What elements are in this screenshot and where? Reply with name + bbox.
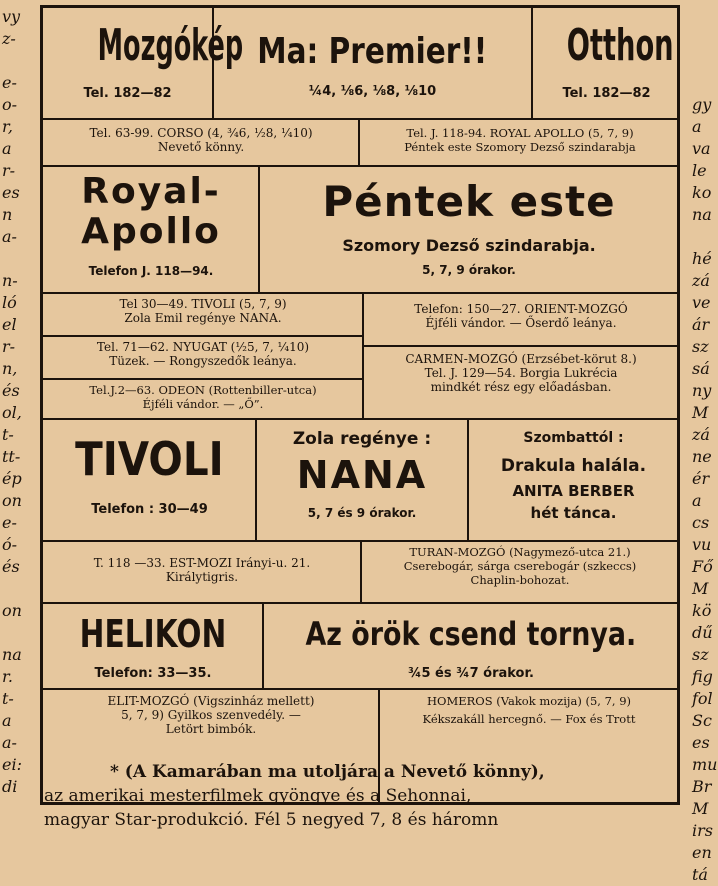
margin-fragment: z- (2, 29, 16, 48)
margin-fragment: Fő (692, 557, 713, 576)
divider (43, 602, 677, 604)
article-line1: * (A Kamarában ma utoljára a Nevető könny), (110, 762, 545, 782)
margin-fragment: t- (2, 425, 14, 444)
margin-fragment: ép (2, 469, 22, 488)
divider (43, 688, 677, 690)
divider (43, 378, 363, 380)
tivoli-small-line2: Zola Emil regénye NANA. (124, 311, 282, 325)
royal-apollo-title1: Royal- (81, 171, 221, 212)
margin-fragment: ve (692, 293, 711, 312)
carmen-line2: Tel. J. 129—54. Borgia Lukrécia (424, 366, 618, 380)
margin-fragment: fol (692, 689, 713, 708)
drakula-line3: ANITA BERBER (512, 482, 635, 500)
divider (358, 118, 360, 165)
elit-line1: ELIT-MOZGÓ (Vigszinház mellett) (107, 694, 315, 708)
margin-fragment: zá (692, 271, 710, 290)
divider (360, 540, 362, 602)
mozgokep-title: Mozgókép (97, 20, 244, 71)
margin-fragment: M (692, 799, 709, 818)
margin-fragment: M (692, 403, 709, 422)
divider (262, 602, 264, 688)
orient-line2: Éjféli vándor. — Őserdő leánya. (425, 316, 617, 330)
divider (363, 345, 677, 347)
drakula-line2: Drakula halála. (500, 456, 647, 476)
corso-line2: Nevető könny. (157, 140, 245, 154)
homeros-line1: HOMEROS (Vakok mozija) (5, 7, 9) (426, 694, 632, 708)
margin-fragment: e- (2, 73, 17, 92)
divider (255, 418, 257, 540)
divider (43, 418, 677, 420)
left-margin-text (2, 6, 36, 798)
carmen-line3: mindkét rész egy előadásban. (430, 380, 612, 394)
margin-fragment: cs (692, 513, 710, 532)
margin-fragment: Br (692, 777, 712, 796)
divider (43, 292, 677, 294)
margin-fragment: o- (2, 95, 18, 114)
nana-sub: Zola regénye : (292, 429, 432, 449)
royal-apollo-line1: Tel. J. 118-94. ROYAL APOLLO (5, 7, 9) (406, 126, 634, 140)
margin-fragment: fig (692, 667, 713, 686)
elit-line3: Letört bimbók. (165, 722, 257, 736)
margin-fragment: a (2, 139, 12, 158)
margin-fragment (692, 28, 718, 50)
margin-fragment: n, (2, 359, 18, 378)
article-line2: az amerikai mesterfilmek gyöngye és a Sehonnai, (44, 786, 472, 806)
margin-fragment: es (2, 183, 20, 202)
margin-fragment: ár (692, 315, 710, 334)
margin-fragment: r- (2, 161, 16, 180)
margin-fragment: en (692, 843, 712, 862)
margin-fragment: ér (692, 469, 710, 488)
margin-fragment: ló (2, 293, 17, 312)
royal-apollo-line2: Péntek este Szomory Dezső szindarabja (404, 140, 636, 154)
pentek-este-sub: Szomory Dezső szindarabja. (342, 236, 596, 255)
est-mozi-line2: Királytigris. (165, 570, 239, 584)
otthon-ad (534, 14, 679, 101)
margin-fragment: hé (692, 249, 712, 268)
nyugat-ad (45, 340, 361, 368)
carmen-line1: CARMEN-MOZGÓ (Erzsébet-körut 8.) (405, 352, 637, 366)
royal-apollo-title2: Apollo (81, 211, 221, 252)
margin-fragment: ol, (2, 403, 22, 422)
margin-fragment: vu (692, 535, 712, 554)
margin-fragment: el (2, 315, 17, 334)
margin-fragment: di (2, 777, 18, 796)
margin-fragment: zá (692, 425, 710, 444)
turan-line3: Chaplin-bohozat. (470, 573, 570, 587)
elit-line2: 5, 7, 9) Gyilkos szenvedély. — (121, 708, 301, 722)
margin-fragment: es (692, 733, 710, 752)
mozgokep-ad (45, 14, 244, 101)
margin-fragment: na (692, 205, 712, 224)
homeros-ad (381, 694, 677, 726)
divider (258, 165, 260, 292)
margin-fragment: Sc (692, 711, 712, 730)
tivoli-small-line1: Tel 30—49. TIVOLI (5, 7, 9) (119, 297, 287, 311)
est-mozi-ad (45, 556, 359, 584)
nana-ad (258, 428, 466, 520)
margin-fragment: tá (692, 865, 708, 884)
otthon-title: Otthon (566, 20, 674, 71)
margin-fragment: sz (692, 645, 709, 664)
orok-csend-ad (265, 608, 677, 681)
margin-fragment (692, 6, 718, 28)
margin-fragment: irs (692, 821, 713, 840)
pentek-este-times: 5, 7, 9 órakor. (422, 263, 516, 277)
carmen-ad (365, 352, 677, 394)
margin-fragment: ei: (2, 755, 22, 774)
margin-fragment: le (692, 161, 707, 180)
margin-fragment: on (2, 601, 22, 620)
mozgokep-tel: Tel. 182—82 (83, 86, 172, 101)
turan-ad (363, 545, 677, 587)
orient-line1: Telefon: 150—27. ORIENT-MOZGÓ (414, 302, 628, 316)
margin-fragment: r- (2, 337, 16, 356)
article-line3: magyar Star-produkció. Fél 5 negyed 7, 8 és háromn (44, 810, 499, 830)
odeon-line1: Tel.J.2—63. ODEON (Rottenbiller-utca) (89, 383, 317, 397)
margin-fragment: a (2, 711, 12, 730)
homeros-line2: Kékszakáll hercegnő. — Fox és Trott (422, 712, 636, 726)
odeon-ad (45, 383, 361, 411)
margin-fragment: va (692, 139, 711, 158)
margin-fragment: és (2, 381, 20, 400)
orok-csend-times: ¾5 és ¾7 órakor. (408, 666, 534, 681)
margin-fragment: a- (2, 227, 17, 246)
margin-fragment: mu (692, 755, 718, 774)
helikon-ad (45, 608, 261, 681)
divider (43, 335, 363, 337)
royal-apollo-small-ad (362, 126, 678, 154)
divider (531, 5, 533, 118)
pentek-este-ad (261, 176, 677, 277)
margin-fragment: a (692, 117, 702, 136)
helikon-title: HELIKON (79, 612, 227, 656)
corso-line1: Tel. 63-99. CORSO (4, ¾6, ½8, ¼10) (89, 126, 313, 140)
corso-ad (45, 126, 357, 154)
margin-fragment: on (2, 491, 22, 510)
margin-fragment: e- (2, 513, 17, 532)
margin-fragment: ne (692, 447, 712, 466)
margin-fragment: tt- (2, 447, 21, 466)
premier-times: ¼4, ⅛6, ⅛8, ⅛10 (308, 84, 437, 99)
margin-fragment (2, 248, 36, 270)
margin-fragment: t- (2, 689, 14, 708)
margin-fragment: vy (2, 7, 21, 26)
margin-fragment: dű (692, 623, 713, 642)
margin-fragment (692, 226, 718, 248)
divider (43, 118, 677, 120)
drakula-line4: hét tánca. (530, 504, 617, 522)
otthon-tel: Tel. 182—82 (562, 86, 651, 101)
divider (43, 165, 677, 167)
margin-fragment (2, 50, 36, 72)
pentek-este-title: Péntek este (322, 177, 616, 226)
right-margin-text (692, 6, 718, 886)
margin-fragment: ny (692, 381, 712, 400)
margin-fragment (2, 578, 36, 600)
nyugat-line1: Tel. 71—62. NYUGAT (½5, 7, ¼10) (96, 340, 310, 354)
margin-fragment (692, 50, 718, 72)
tivoli-tel: Telefon : 30—49 (91, 502, 208, 517)
margin-fragment: ó- (2, 535, 18, 554)
turan-line1: TURAN-MOZGÓ (Nagymező-utca 21.) (409, 545, 631, 559)
margin-fragment: n (2, 205, 13, 224)
margin-fragment (2, 622, 36, 644)
margin-fragment: a- (2, 733, 17, 752)
premier-title: Ma: Premier!! (257, 31, 488, 72)
margin-fragment: r. (2, 667, 13, 686)
est-mozi-line1: T. 118 —33. EST-MOZI Irányi-u. 21. (93, 556, 311, 570)
margin-fragment: n- (2, 271, 18, 290)
odeon-line2: Éjféli vándor. — „Ő”. (142, 397, 264, 411)
nana-title: NANA (296, 453, 428, 497)
margin-fragment: gy (692, 95, 712, 114)
tivoli-small-ad (45, 297, 361, 325)
divider (378, 688, 380, 802)
margin-fragment: kö (692, 601, 712, 620)
premier-ad (215, 30, 530, 99)
nyugat-line2: Tüzek. — Rongyszedők leánya. (109, 354, 297, 368)
divider (467, 418, 469, 540)
margin-fragment: ko (692, 183, 712, 202)
helikon-tel: Telefon: 33—35. (94, 666, 212, 681)
royal-apollo-ad (45, 172, 257, 278)
drakula-ad (470, 428, 677, 524)
margin-fragment (692, 72, 718, 94)
margin-fragment: sá (692, 359, 710, 378)
orok-csend-title: Az örök csend tornya. (305, 615, 637, 653)
royal-apollo-tel: Telefon J. 118—94. (88, 264, 214, 278)
orient-ad (365, 302, 677, 330)
turan-line2: Cserebogár, sárga cserebogár (szkeccs) (403, 559, 637, 573)
margin-fragment: és (2, 557, 20, 576)
margin-fragment: r, (2, 117, 13, 136)
divider (362, 292, 364, 418)
drakula-line1: Szombattól : (523, 430, 624, 446)
margin-fragment: M (692, 579, 709, 598)
tivoli-ad (45, 428, 254, 517)
nana-times: 5, 7 és 9 órakor. (307, 506, 417, 520)
margin-fragment: sz (692, 337, 709, 356)
margin-fragment: na (2, 645, 22, 664)
elit-mozgo-ad (45, 694, 377, 736)
margin-fragment: a (692, 491, 702, 510)
tivoli-title: TIVOLI (75, 432, 224, 486)
